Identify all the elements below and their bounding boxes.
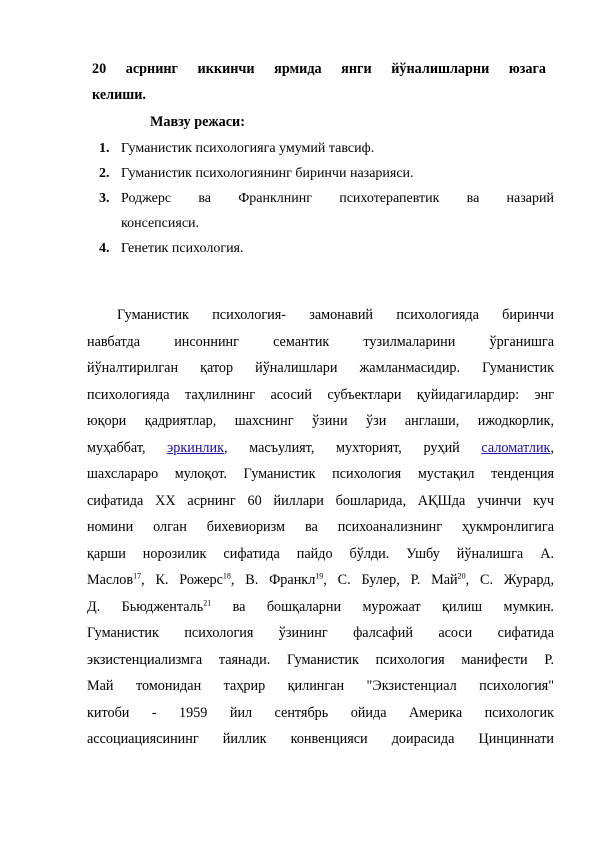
- paragraph-line: китоби - 1959 йил сентябрь ойида Америка психологик: [87, 704, 554, 721]
- footnote-ref[interactable]: 20: [457, 571, 466, 581]
- plan-item-number: 3.: [99, 191, 110, 206]
- plan-item-text: Роджерс ва Франклнинг психотерапевтик ва назарий: [121, 191, 554, 206]
- plan-item-text: консепсияси.: [121, 216, 200, 231]
- plan-item-text: Гуманистик психологиянинг биринчи назарияси.: [121, 166, 414, 181]
- title-line: 20 асрнинг иккинчи ярмида янги йўналишларни юзага: [92, 61, 546, 77]
- paragraph-line: юқори қадриятлар, шахснинг ўзини ўзи англаши, ижодкорлик,: [87, 413, 554, 429]
- text-fragment: , С. Булер, Р. Май: [323, 572, 458, 588]
- paragraph-line: [87, 594, 554, 621]
- paragraph-line: қарши норозилик сифатида пайдо бўлди. Ушбу йўналишга А.: [87, 545, 554, 562]
- paragraph-line: Гуманистик психология ўзининг фалсафий асоси сифатида: [87, 625, 554, 641]
- footnote-ref[interactable]: 21: [203, 597, 212, 607]
- text-fragment: , масъулият, мухторият, руҳий: [224, 439, 460, 456]
- footnote-ref[interactable]: 17: [133, 571, 142, 581]
- paragraph-line: сифатида XX асрнинг 60 йиллари бошларида, АҚШда учинчи куч: [87, 492, 554, 509]
- title-line: келиши.: [92, 87, 146, 103]
- plan-item: [99, 236, 554, 261]
- paragraph-line: Май томонидан таҳрир қилинган "Экзистенциал психология": [87, 678, 554, 694]
- paragraph-line: [87, 567, 554, 594]
- plan-item: [99, 136, 554, 161]
- plan-item-number: 2.: [99, 166, 110, 181]
- plan-item: [99, 186, 554, 236]
- paragraph-line: Гуманистик психология- замонавий психологияда биринчи: [117, 307, 554, 323]
- text-fragment: , С. Журард,: [465, 572, 554, 588]
- text-fragment: ,: [550, 439, 554, 456]
- paragraph-line: навбатда инсоннинг семантик тузилмаларини ўрганишга: [87, 333, 554, 350]
- section-title: [92, 56, 546, 108]
- paragraph-line: [87, 435, 554, 462]
- paragraph-line: шахслараро мулоқот. Гуманистик психология мустақил тенденция: [87, 466, 554, 482]
- plan-heading: Мавзу режаси:: [150, 114, 245, 130]
- plan-list: [99, 136, 554, 261]
- text-fragment: Д. Бьюдженталь: [87, 598, 204, 615]
- link-salomatlik[interactable]: саломатлик: [481, 439, 551, 456]
- footnote-ref[interactable]: 19: [315, 571, 324, 581]
- plan-item-number: 1.: [99, 141, 110, 156]
- text-fragment: ва бошқаларни мурожаат қилиш мумкин.: [211, 598, 554, 615]
- plan-item-number: 4.: [99, 241, 110, 256]
- paragraph-line: ассоциациясининг йиллик конвенцияси доирасида Цинциннати: [87, 731, 554, 747]
- plan-item-text: Генетик психология.: [121, 241, 244, 256]
- paragraph-line: экзистенциализмга таянади. Гуманистик психология манифести Р.: [87, 651, 554, 668]
- footnote-ref[interactable]: 18: [222, 571, 231, 581]
- plan-item-text: Гуманистик психологияга умумий тавсиф.: [121, 141, 375, 156]
- paragraph-line: йўналтирилган қатор йўналишлари жамланмасидир. Гуманистик: [87, 360, 554, 376]
- text-fragment: муҳаббат,: [87, 439, 146, 456]
- text-fragment: , К. Рожерс: [141, 572, 223, 588]
- plan-item: [99, 161, 554, 186]
- text-fragment: Маслов: [87, 572, 134, 588]
- paragraph-line: психологияда таҳлилнинг асосий субъектлари қуйидагилардир: энг: [87, 386, 554, 403]
- text-fragment: , В. Франкл: [230, 572, 316, 588]
- link-erkinlik[interactable]: эркинлик: [167, 439, 224, 456]
- paragraph-line: номини олган бихевиоризм ва психоанализнинг ҳукмронлигига: [87, 519, 554, 535]
- body-paragraph: [87, 302, 554, 753]
